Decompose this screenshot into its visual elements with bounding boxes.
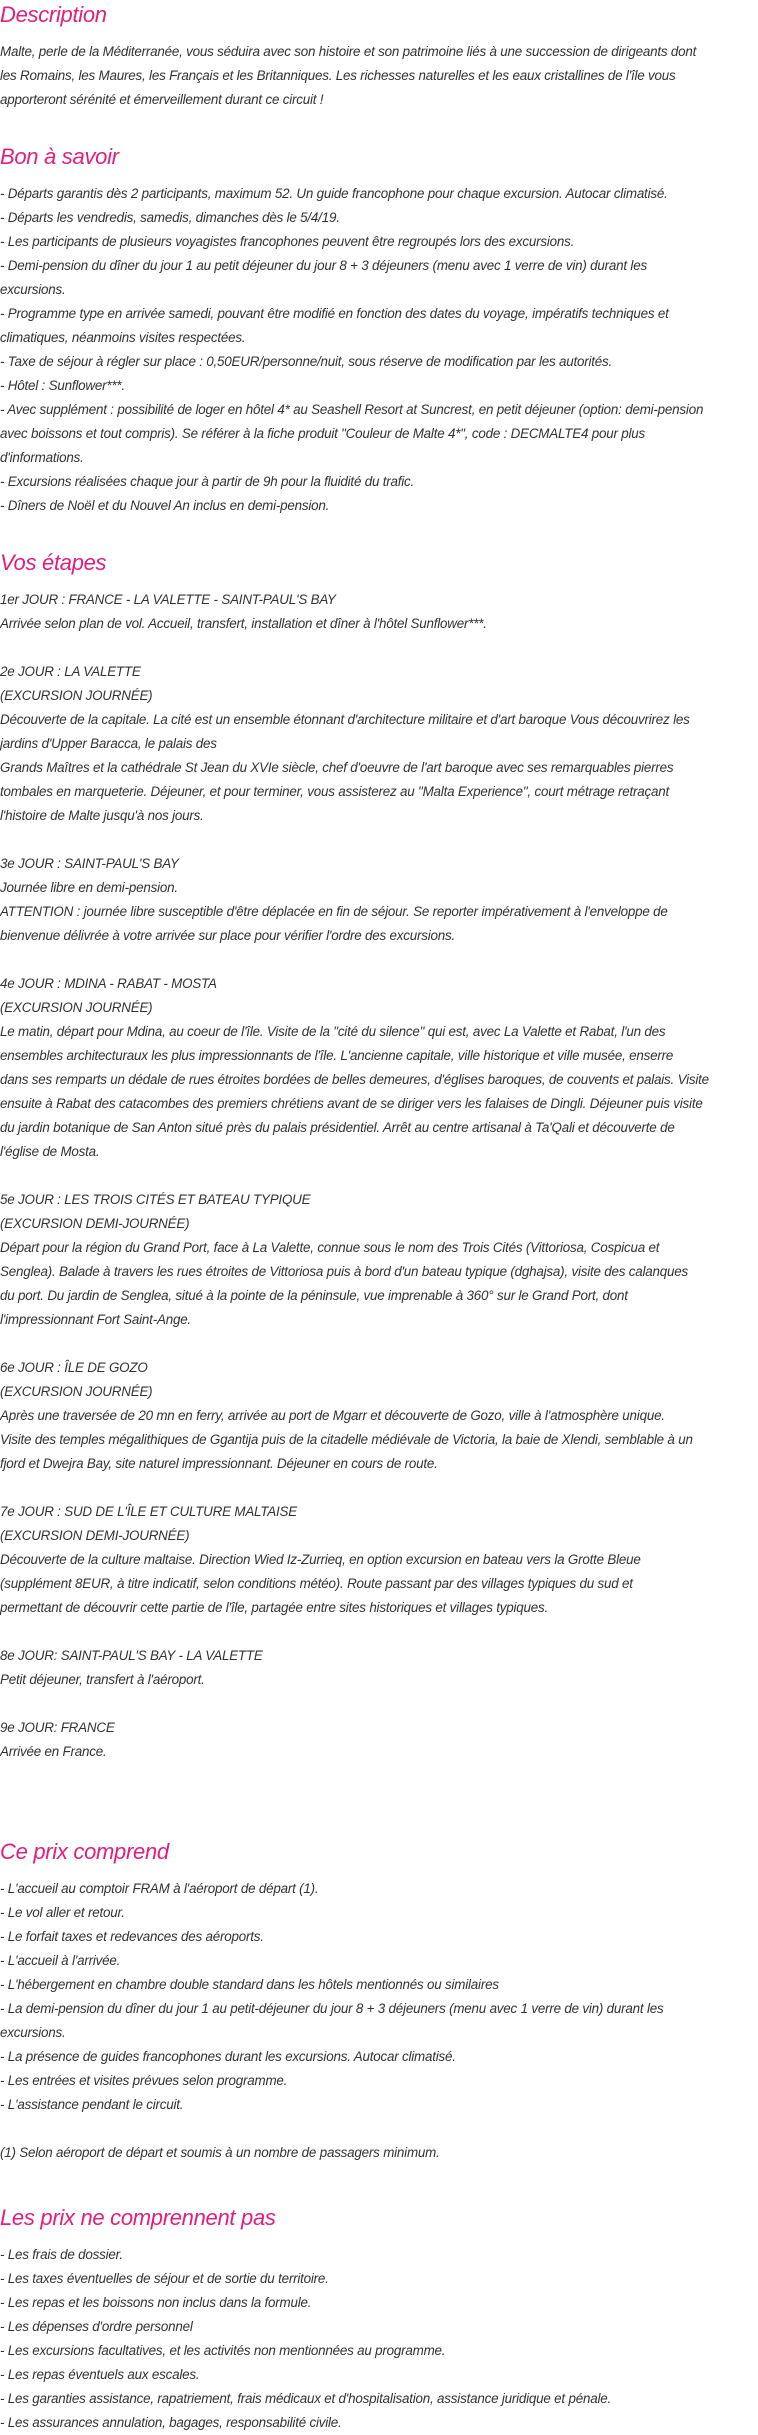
text-line: - Taxe de séjour à régler sur place : 0,50EUR/personne/nuit, sous réserve de modification par les autorités. — [0, 354, 613, 369]
text-line: 9e JOUR: FRANCE — [0, 1720, 115, 1735]
text-line: dans ses remparts un dédale de rues étroites bordées de belles demeures, d'églises baroques, de couvents et palais. Visite — [0, 1072, 709, 1087]
text-line: 1er JOUR : FRANCE - LA VALETTE - SAINT-PAUL'S BAY — [0, 592, 336, 607]
text-line: 2e JOUR : LA VALETTE — [0, 664, 141, 679]
text-line: Malte, perle de la Méditerranée, vous séduira avec son histoire et son patrimoine liés à une succession de dirigeants dont — [0, 44, 697, 59]
text-line: Senglea). Balade à travers les rues étroites de Vittoriosa puis à bord d'un bateau typique (dghajsa), visite des calanques — [0, 1264, 689, 1279]
text-line: - L'accueil au comptoir FRAM à l'aéroport de départ (1). — [0, 1881, 319, 1896]
text-line: - Avec supplément : possibilité de loger en hôtel 4* au Seashell Resort at Suncrest, en petit déjeuner (option: demi-pension — [0, 402, 704, 417]
text-line: Découverte de la culture maltaise. Direction Wied Iz-Zurrieq, en option excursion en bateau vers la Grotte Bleue — [0, 1552, 641, 1567]
text-line: - L'accueil à l'arrivée. — [0, 1953, 121, 1968]
good-to-know-section — [0, 142, 758, 518]
line-spacer — [0, 636, 758, 660]
text-line: tombales en marqueterie. Déjeuner, et pour terminer, vous assisterez au "Malta Experience", court métrage retraçant — [0, 784, 670, 799]
line-spacer — [0, 1476, 758, 1500]
text-line: Départ pour la région du Grand Port, face à La Valette, connue sous le nom des Trois Cités (Vittoriosa, Cospicua et — [0, 1240, 660, 1255]
text-line: - Départs garantis dès 2 participants, maximum 52. Un guide francophone pour chaque excursion. Autocar climatisé. — [0, 186, 668, 201]
text-line: ensembles architecturaux les plus impressionnants de l'île. L'ancienne capitale, ville historique et ville musée, enserre — [0, 1048, 674, 1063]
text-line: les Romains, les Maures, les Français et les Britanniques. Les richesses naturelles et les eaux cristallines de l'île vous — [0, 68, 676, 83]
text-line: ATTENTION : journée libre susceptible d'être déplacée en fin de séjour. Se reporter impérativement à l'enveloppe de — [0, 904, 668, 919]
text-line: - Les assurances annulation, bagages, responsabilité civile. — [0, 2415, 342, 2430]
good-to-know-heading: Bon à savoir — [0, 144, 119, 169]
text-line: - Les taxes éventuelles de séjour et de sortie du territoire. — [0, 2271, 329, 2286]
text-line: - La demi-pension du dîner du jour 1 au petit-déjeuner du jour 8 + 3 déjeuners (menu avec 1 verre de vin) durant les — [0, 2001, 664, 2016]
line-spacer — [0, 1332, 758, 1356]
text-line: excursions. — [0, 282, 66, 297]
text-line: jardins d'Upper Baracca, le palais des — [0, 736, 217, 751]
itinerary-heading: Vos étapes — [0, 550, 107, 575]
text-line: - Hôtel : Sunflower***. — [0, 378, 125, 393]
price-includes-section — [0, 1837, 758, 2165]
text-line: d'informations. — [0, 450, 84, 465]
text-line: Le matin, départ pour Mdina, au coeur de l'île. Visite de la "cité du silence" qui est, avec La Valette et Rabat, l'un des — [0, 1024, 666, 1039]
text-line: - Les garanties assistance, rapatriement, frais médicaux et d'hospitalisation, assistance juridique et pénale. — [0, 2391, 612, 2406]
good-to-know-text — [0, 182, 758, 518]
text-line: 4e JOUR : MDINA - RABAT - MOSTA — [0, 976, 217, 991]
text-line: (1) Selon aéroport de départ et soumis à un nombre de passagers minimum. — [0, 2145, 440, 2160]
text-line: apporteront sérénité et émerveillement durant ce circuit ! — [0, 92, 324, 107]
text-line: climatiques, néanmoins visites respectées. — [0, 330, 246, 345]
text-line: l'église de Mosta. — [0, 1144, 100, 1159]
text-line: - Les repas éventuels aux escales. — [0, 2367, 200, 2382]
price-includes-text — [0, 1877, 758, 2165]
price-excludes-section — [0, 2203, 758, 2435]
text-line: (EXCURSION DEMI-JOURNÉE) — [0, 1528, 190, 1543]
text-line: (EXCURSION JOURNÉE) — [0, 688, 153, 703]
text-line: (EXCURSION DEMI-JOURNÉE) — [0, 1216, 190, 1231]
text-line: l'histoire de Malte jusqu'à nos jours. — [0, 808, 204, 823]
text-line: - Les frais de dossier. — [0, 2247, 123, 2262]
line-spacer — [0, 1692, 758, 1716]
line-spacer — [0, 1164, 758, 1188]
text-line: Visite des temples mégalithiques de Ggantija puis de la citadelle médiévale de Victoria, la baie de Xlendi, semblable à un — [0, 1432, 693, 1447]
text-line: (EXCURSION JOURNÉE) — [0, 1000, 153, 1015]
text-line: Petit déjeuner, transfert à l'aéroport. — [0, 1672, 205, 1687]
text-line: 3e JOUR : SAINT-PAUL'S BAY — [0, 856, 179, 871]
line-spacer — [0, 1620, 758, 1644]
text-line: - L'assistance pendant le circuit. — [0, 2097, 184, 2112]
price-excludes-text — [0, 2243, 758, 2435]
text-line: 8e JOUR: SAINT-PAUL'S BAY - LA VALETTE — [0, 1648, 263, 1663]
text-line: bienvenue délivrée à votre arrivée sur place pour vérifier l'ordre des excursions. — [0, 928, 456, 943]
itinerary-section — [0, 548, 758, 1764]
text-line: - Les dépenses d'ordre personnel — [0, 2319, 193, 2334]
line-spacer — [0, 948, 758, 972]
description-heading: Description — [0, 2, 107, 27]
text-line: - L'hébergement en chambre double standard dans les hôtels mentionnés ou similaires — [0, 1977, 499, 1992]
text-line: avec boissons et tout compris). Se référer à la fiche produit "Couleur de Malte 4*", code : DECMALTE4 pour plus — [0, 426, 646, 441]
text-line: Arrivée selon plan de vol. Accueil, transfert, installation et dîner à l'hôtel Sunflower***. — [0, 616, 487, 631]
description-text — [0, 40, 758, 112]
text-line: Grands Maîtres et la cathédrale St Jean du XVIe siècle, chef d'oeuvre de l'art baroque avec ses remarquables pierres — [0, 760, 674, 775]
text-line: - Le vol aller et retour. — [0, 1905, 125, 1920]
description-section — [0, 0, 758, 112]
text-line: - Dîners de Noël et du Nouvel An inclus en demi-pension. — [0, 498, 330, 513]
text-line: - Excursions réalisées chaque jour à partir de 9h pour la fluidité du trafic. — [0, 474, 415, 489]
text-line: - Les repas et les boissons non inclus dans la formule. — [0, 2295, 312, 2310]
text-line: l'impressionnant Fort Saint-Ange. — [0, 1312, 191, 1327]
text-line: - Les excursions facultatives, et les activités non mentionnées au programme. — [0, 2343, 446, 2358]
line-spacer — [0, 828, 758, 852]
text-line: - Demi-pension du dîner du jour 1 au petit déjeuner du jour 8 + 3 déjeuners (menu avec 1 verre de vin) durant les — [0, 258, 647, 273]
text-line: - Les entrées et visites prévues selon programme. — [0, 2073, 288, 2088]
text-line: - Les participants de plusieurs voyagistes francophones peuvent être regroupés lors des excursions. — [0, 234, 575, 249]
price-excludes-heading: Les prix ne comprennent pas — [0, 2205, 276, 2230]
text-line: Journée libre en demi-pension. — [0, 880, 178, 895]
text-line: - Le forfait taxes et redevances des aéroports. — [0, 1929, 264, 1944]
text-line: du jardin botanique de San Anton situé près du palais présidentiel. Arrêt au centre artisanal à Ta'Qali et découverte de — [0, 1120, 675, 1135]
text-line: permettant de découvrir cette partie de l'île, partagée entre sites historiques et villages typiques. — [0, 1600, 549, 1615]
text-line: Arrivée en France. — [0, 1744, 107, 1759]
text-line: 6e JOUR : ÎLE DE GOZO — [0, 1360, 148, 1375]
price-includes-heading: Ce prix comprend — [0, 1839, 169, 1864]
text-line: (supplément 8EUR, à titre indicatif, selon conditions météo). Route passant par des villages typiques du sud et — [0, 1576, 633, 1591]
text-line: Découverte de la capitale. La cité est un ensemble étonnant d'architecture militaire et d'art baroque Vous découvrirez les — [0, 712, 690, 727]
text-line: fjord et Dwejra Bay, site naturel impressionnant. Déjeuner en cours de route. — [0, 1456, 438, 1471]
text-line: ensuite à Rabat des catacombes des premiers chrétiens avant de se diriger vers les falaises de Dingli. Déjeuner puis visite — [0, 1096, 703, 1111]
text-line: - La présence de guides francophones durant les excursions. Autocar climatisé. — [0, 2049, 456, 2064]
itinerary-text — [0, 588, 758, 1764]
text-line: - Programme type en arrivée samedi, pouvant être modifié en fonction des dates du voyage, impératifs techniques et — [0, 306, 669, 321]
text-line: (EXCURSION JOURNÉE) — [0, 1384, 153, 1399]
text-line: du port. Du jardin de Senglea, situé à la pointe de la péninsule, vue imprenable à 360° sur le Grand Port, dont — [0, 1288, 628, 1303]
text-line: 7e JOUR : SUD DE L'ÎLE ET CULTURE MALTAISE — [0, 1504, 297, 1519]
text-line: 5e JOUR : LES TROIS CITÉS ET BATEAU TYPIQUE — [0, 1192, 311, 1207]
text-line: Après une traversée de 20 mn en ferry, arrivée au port de Mgarr et découverte de Gozo, ville à l'atmosphère unique. — [0, 1408, 665, 1423]
line-spacer — [0, 2117, 758, 2141]
text-line: - Départs les vendredis, samedis, dimanches dès le 5/4/19. — [0, 210, 340, 225]
text-line: excursions. — [0, 2025, 66, 2040]
